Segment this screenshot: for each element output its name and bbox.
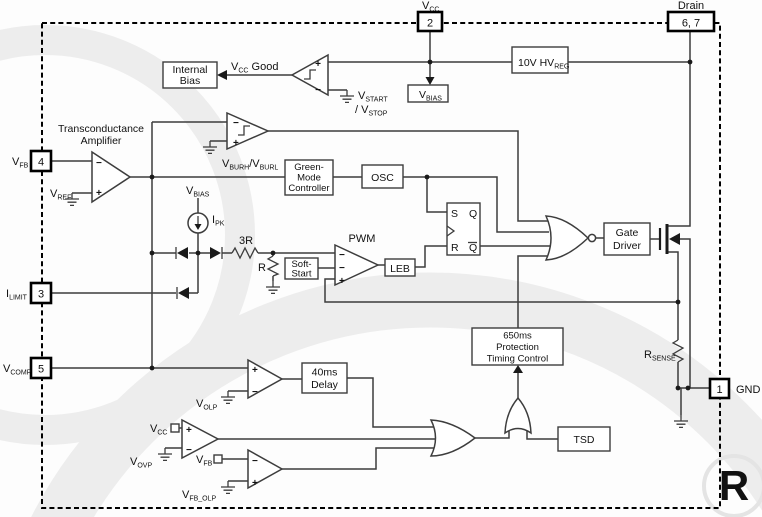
- wire-leb-reset: [415, 246, 447, 267]
- ovp-comparator: [182, 420, 218, 458]
- svg-text:OSC: OSC: [371, 172, 394, 184]
- minus-sign: −: [339, 250, 345, 261]
- svg-text:LEB: LEB: [390, 263, 410, 275]
- pin-vcomp: [3, 358, 51, 378]
- svg-text:650ms: 650ms: [503, 330, 532, 342]
- svg-text:Bias: Bias: [179, 75, 201, 87]
- transconductance-label-1: Transconductance: [58, 123, 144, 135]
- vfb-olp-label: $V_{FB\_OLP}$: [182, 489, 217, 503]
- green-mode-controller-block: [285, 160, 333, 195]
- transconductance-amplifier: [92, 152, 130, 202]
- vcc-input-pad: [171, 424, 179, 432]
- delay-block: [302, 363, 347, 393]
- transconductance-label-2: Amplifier: [80, 135, 122, 147]
- plus-sign: +: [315, 59, 321, 70]
- vburst-label: $V_{BURH}/V_{BURL}$: [222, 158, 279, 172]
- vbias-source-label: $V_{BIAS}$: [186, 185, 210, 199]
- minus-sign: −: [96, 158, 102, 169]
- ff-reset-label: R: [451, 242, 459, 254]
- resistor-r: [268, 256, 278, 276]
- vstop-label: / $V_{STOP}$: [355, 104, 388, 118]
- svg-text:VCC: $V_{CC}$: [422, 0, 440, 14]
- vref-label: $V_{REF}$: [50, 188, 72, 202]
- ipk-current-source: [188, 213, 208, 233]
- diode-ilimit: [177, 287, 189, 299]
- or-gate-protection: [505, 398, 531, 433]
- ff-qbar-label: Q: [469, 242, 478, 254]
- pin-number: 1: [716, 384, 723, 396]
- soft-start-block: [285, 258, 318, 280]
- pin-number: 6, 7: [681, 17, 701, 30]
- svg-text:Delay: Delay: [311, 379, 338, 391]
- burst-comparator: [227, 113, 268, 149]
- svg-text:40ms: 40ms: [311, 366, 338, 379]
- svg-text:Start: Start: [291, 268, 312, 280]
- svg-text:Drain: Drain: [677, 0, 705, 12]
- vcc-good-label: $V_{CC}$ Good: [231, 61, 279, 75]
- pin-ilimit: [6, 283, 51, 303]
- pin-drain: [668, 0, 714, 31]
- wire-fbolp-out: [282, 448, 436, 469]
- svg-text:Gate: Gate: [615, 227, 639, 239]
- ground-vstart: [340, 90, 354, 102]
- fb-olp-comparator: [248, 450, 282, 489]
- registered-mark-letter: R: [718, 462, 750, 509]
- svg-text:TSD: TSD: [573, 434, 595, 446]
- ground-vfbolp: [221, 481, 235, 493]
- svg-text:VBIAS: $V_{BIAS}$: [419, 89, 442, 103]
- ff-q-label: Q: [469, 208, 478, 220]
- vcc-input-label: $V_{CC}$: [150, 423, 168, 437]
- vovp-label: $V_{OVP}$: [130, 456, 153, 470]
- plus-sign: +: [339, 276, 345, 287]
- volp-label: $V_{OLP}$: [196, 398, 218, 412]
- pin-gnd: [710, 379, 761, 398]
- ground-volp: [221, 391, 235, 403]
- pin-number: 5: [37, 363, 45, 376]
- watermark-swoosh: [10, 300, 762, 517]
- pin-number: 4: [37, 156, 45, 169]
- plus-sign: +: [186, 425, 192, 436]
- arrow-into-vbias: [426, 77, 435, 85]
- diode-left-clamp: [176, 247, 188, 259]
- svg-text:Green-: Green-: [294, 162, 324, 173]
- olp-comparator: [248, 360, 282, 398]
- svg-text:Timing Control: Timing Control: [486, 353, 549, 365]
- mosfet-body-arrow: [669, 233, 680, 245]
- nor-gate: [546, 216, 596, 260]
- power-mosfet: [660, 224, 680, 254]
- minus-sign: −: [339, 263, 345, 274]
- wire-delay-out: [347, 378, 437, 427]
- minus-sign: −: [252, 387, 258, 398]
- vcc-good-comparator: [292, 55, 328, 96]
- arrow-into-internal-bias: [217, 70, 227, 80]
- svg-text:VFB: $V_{FB}$: [12, 156, 29, 170]
- ground-divider: [266, 281, 280, 293]
- leb-block: [385, 259, 415, 276]
- plus-sign: +: [252, 478, 258, 489]
- tsd-block: [558, 427, 610, 451]
- pin-vcc: [418, 0, 442, 31]
- vbias-block: [408, 85, 448, 103]
- rsense-label: $R_{SENSE}$: [644, 349, 676, 363]
- ff-set-label: S: [451, 208, 459, 220]
- internal-bias-block: [163, 62, 217, 88]
- diode-right-series: [210, 247, 222, 259]
- arrow-into-protection: [513, 365, 523, 373]
- svg-text:VCOMP: $V_{COMP}$: [3, 363, 32, 377]
- wire-or-to-orv: [475, 429, 558, 439]
- pin-vfb: [12, 151, 51, 171]
- svg-text:Driver: Driver: [613, 240, 641, 252]
- wire-drain-net: [667, 31, 690, 226]
- svg-text:Protection: Protection: [496, 342, 539, 353]
- svg-text:Soft-: Soft-: [291, 259, 312, 270]
- svg-text:10V HVREG: 10V $HV_{REG}$: [518, 57, 570, 71]
- plus-sign: +: [252, 365, 258, 376]
- minus-sign: −: [252, 456, 258, 467]
- vstart-label: $V_{START}$: [358, 90, 388, 104]
- osc-block: [362, 165, 403, 188]
- svg-text:Controller: Controller: [288, 183, 330, 194]
- pin-number: 2: [426, 17, 434, 30]
- protection-timing-block: [472, 328, 563, 365]
- svg-text:Internal: Internal: [172, 64, 208, 76]
- vfb-input-pad: [214, 455, 222, 463]
- vfb-input-label: $V_{FB}$: [196, 454, 213, 468]
- svg-text:ILIMIT: $I_{LIMIT}$: [6, 288, 27, 302]
- minus-sign: −: [315, 85, 321, 96]
- svg-text:Mode: Mode: [297, 172, 321, 184]
- pin-number: 3: [37, 288, 45, 301]
- resistor-3r-label: 3R: [238, 235, 254, 247]
- minus-sign: −: [233, 118, 239, 129]
- svg-text:GND: GND: [736, 384, 761, 396]
- ipk-label: $I_{PK}$: [212, 214, 225, 228]
- plus-sign: +: [233, 138, 239, 149]
- plus-sign: +: [96, 188, 102, 199]
- hv-regulator-block: [512, 47, 569, 73]
- gate-driver-block: [604, 223, 650, 255]
- or-gate-faults: [431, 420, 475, 456]
- resistor-r-label: R: [258, 262, 266, 274]
- ground-vovp: [158, 448, 172, 460]
- wire-vcc-net: [328, 31, 690, 78]
- minus-sign: −: [186, 445, 192, 456]
- pwm-label: PWM: [348, 233, 376, 245]
- sr-flipflop: [447, 203, 480, 255]
